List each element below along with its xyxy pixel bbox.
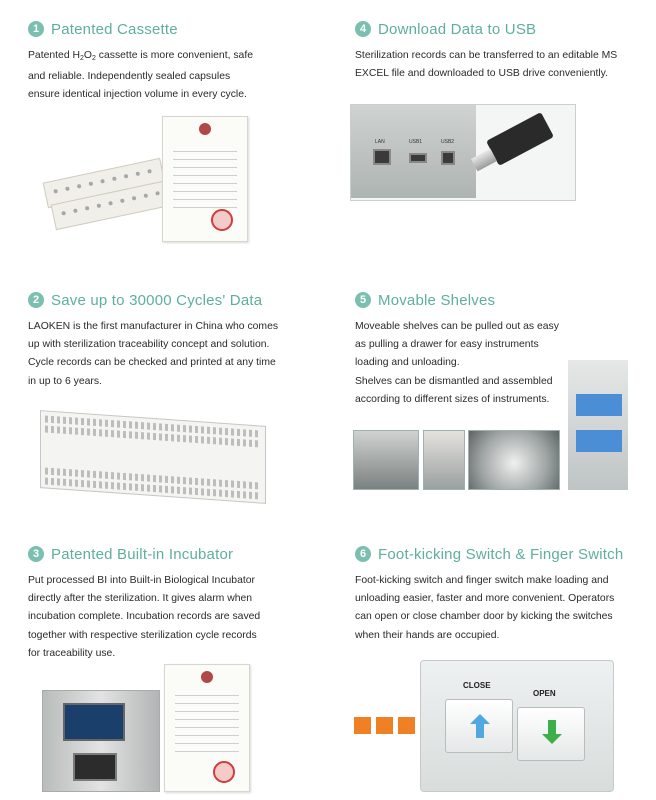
description-line: up with sterilization traceability concept and solution. (28, 339, 270, 351)
description-line: EXCEL file and downloaded to USB drive conveniently. (355, 68, 608, 80)
description-line: and reliable. Independently sealed capsules (28, 71, 231, 83)
controller-module-image (36, 404, 286, 508)
port-label-usb2: USB2 (441, 139, 455, 145)
close-switch-button[interactable] (445, 699, 513, 753)
shelf-photo-chamber (353, 430, 419, 490)
number-badge: 2 (28, 292, 44, 308)
section-description (28, 47, 328, 105)
section-title: Download Data to USB (378, 20, 537, 38)
certificate-seal (213, 761, 235, 783)
section-header (355, 18, 645, 40)
section-built-in-incubator (28, 543, 328, 663)
description-line: Patented $H_2O_2$ cassette is more convenient, safe (28, 50, 253, 62)
shelf-photo-drawers (568, 360, 628, 490)
incubator-photo (42, 690, 160, 792)
section-description (28, 318, 328, 391)
section-description (355, 572, 650, 645)
usb2-port (441, 151, 455, 165)
certificate-logo (201, 671, 213, 683)
description-line: incubation complete. Incubation records are saved (28, 611, 261, 623)
number-badge: 3 (28, 546, 44, 562)
port-label-lan: LAN (375, 139, 385, 145)
incubator-display (63, 703, 125, 741)
port-label-usb1: USB1 (409, 139, 423, 145)
section-header (28, 18, 328, 40)
description-line: in up to 6 years. (28, 375, 102, 387)
description-line: ensure identical injection volume in every cycle. (28, 89, 247, 101)
usb1-port (409, 153, 427, 163)
section-header (28, 289, 328, 311)
section-title: Movable Shelves (378, 291, 496, 309)
down-arrow-icon (542, 720, 562, 744)
open-switch-button[interactable] (517, 707, 585, 761)
section-switches (355, 543, 650, 645)
section-header (355, 289, 645, 311)
description-line: when their hands are occupied. (355, 629, 500, 641)
description-line: for traceability use. (28, 647, 116, 659)
section-header (28, 543, 328, 565)
section-description (355, 47, 645, 83)
description-line: Foot-kicking switch and finger switch make loading and (355, 575, 609, 586)
section-download-usb (355, 18, 645, 83)
controller-module (40, 410, 266, 504)
open-label: OPEN (533, 689, 556, 698)
description-line: Sterilization records can be transferred to an editable MS (355, 50, 618, 61)
usb-drive (486, 112, 554, 166)
close-label: CLOSE (463, 681, 491, 690)
description-line: Moveable shelves can be pulled out as easy (355, 321, 559, 332)
section-title: Foot-kicking Switch & Finger Switch (378, 545, 624, 563)
description-line: directly after the sterilization. It gives alarm when (28, 593, 253, 605)
certificate-logo (199, 123, 211, 135)
section-title: Patented Built-in Incubator (51, 545, 234, 563)
certificate-seal (211, 209, 233, 231)
shelf-photo-hand (423, 430, 465, 490)
number-badge: 1 (28, 21, 44, 37)
usb-ports-image (350, 104, 576, 201)
cassette-certificate-image (40, 112, 255, 250)
section-header (355, 543, 650, 565)
number-badge: 5 (355, 292, 371, 308)
section-title: Patented Cassette (51, 20, 178, 38)
foot-switch-panel (420, 660, 614, 792)
description-line: LAOKEN is the first manufacturer in China who comes (28, 321, 279, 332)
lan-port (373, 149, 391, 165)
patent-certificate (162, 116, 248, 242)
description-line: Shelves can be dismantled and assembled (355, 375, 553, 387)
description-line: Cycle records can be checked and printed at any time (28, 357, 276, 369)
section-patented-cassette (28, 18, 328, 105)
number-badge: 6 (355, 546, 371, 562)
section-title: Save up to 30000 Cycles' Data (51, 291, 263, 309)
incubator-printer-slot (73, 753, 117, 781)
description-line: together with respective sterilization cycle records (28, 629, 257, 641)
patent-certificate (164, 664, 250, 792)
number-badge: 4 (355, 21, 371, 37)
description-line: loading and unloading. (355, 357, 460, 369)
description-line: Put processed BI into Built-in Biological Incubator (28, 575, 255, 586)
description-line: according to different sizes of instruments. (355, 393, 550, 405)
description-line: as pulling a drawer for easy instruments (355, 339, 539, 351)
section-cycles-data (28, 289, 328, 391)
port-panel (351, 105, 476, 198)
up-arrow-icon (470, 714, 490, 738)
description-line: unloading easier, faster and more convenient. Operators (355, 593, 615, 605)
shelf-photo-rack (468, 430, 560, 490)
section-description (28, 572, 328, 663)
description-line: can open or close chamber door by kicking the switches (355, 611, 613, 623)
